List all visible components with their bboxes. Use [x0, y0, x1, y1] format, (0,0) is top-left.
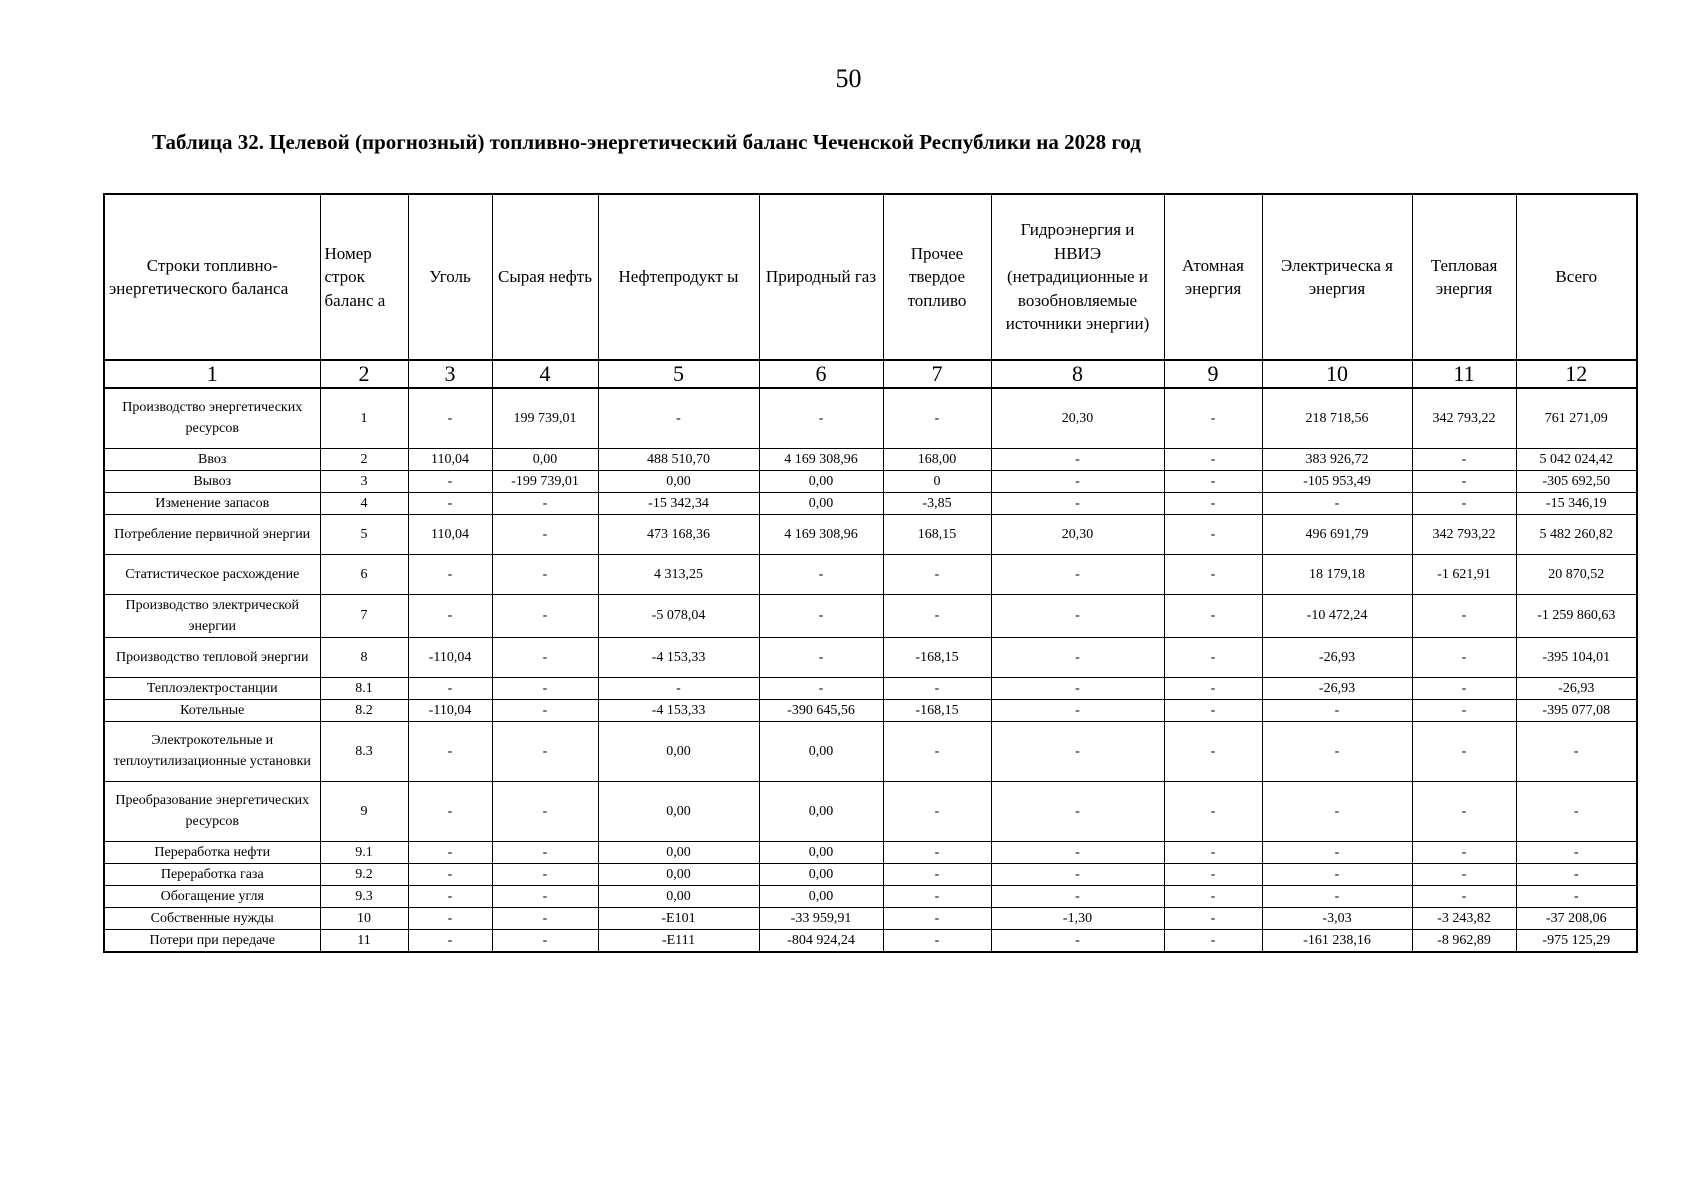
row-label: Преобразование энергетических ресурсов	[104, 781, 320, 841]
table-cell: 0,00	[759, 863, 883, 885]
table-cell: -1 259 860,63	[1516, 594, 1637, 637]
row-label: Изменение запасов	[104, 492, 320, 514]
table-cell: -	[1164, 721, 1262, 781]
table-cell: -	[1412, 885, 1516, 907]
table-cell: -	[883, 721, 991, 781]
table-cell: -	[1516, 841, 1637, 863]
table-cell: -26,93	[1516, 677, 1637, 699]
table-cell: -	[883, 554, 991, 594]
table-cell: -	[492, 699, 598, 721]
table-cell: 20,30	[991, 388, 1164, 448]
table-cell: -4 153,33	[598, 699, 759, 721]
row-number: 11	[320, 929, 408, 952]
table-cell: -	[991, 781, 1164, 841]
table-cell: 0,00	[598, 885, 759, 907]
row-number: 5	[320, 514, 408, 554]
table-title: Таблица 32. Целевой (прогнозный) топливно-энергетический баланс Чеченской Республики на 2028 год	[152, 130, 1141, 154]
table-cell: 20 870,52	[1516, 554, 1637, 594]
table-cell: -	[759, 677, 883, 699]
energy-balance-table	[103, 193, 1638, 953]
table-cell: -	[883, 781, 991, 841]
column-header: Гидроэнергия и НВИЭ (нетрадиционные и возобновляемые источники энергии)	[991, 194, 1164, 360]
table-cell: -26,93	[1262, 677, 1412, 699]
table-cell: -395 077,08	[1516, 699, 1637, 721]
column-number: 1	[104, 360, 320, 388]
table-cell: -	[1516, 885, 1637, 907]
table-cell: -	[408, 907, 492, 929]
table-cell: 0,00	[598, 863, 759, 885]
table-row	[104, 699, 1637, 721]
table-cell: -	[759, 637, 883, 677]
row-number: 9.1	[320, 841, 408, 863]
table-cell: -	[991, 554, 1164, 594]
table-row	[104, 514, 1637, 554]
row-label: Статистическое расхождение	[104, 554, 320, 594]
table-cell: -	[492, 885, 598, 907]
table-cell: -	[1412, 677, 1516, 699]
table-cell: -	[991, 885, 1164, 907]
table-cell: -	[1164, 594, 1262, 637]
row-label: Потери при передаче	[104, 929, 320, 952]
table-cell: -	[883, 841, 991, 863]
table-cell: -199 739,01	[492, 470, 598, 492]
row-number: 8.3	[320, 721, 408, 781]
table-cell: -	[598, 677, 759, 699]
table-row	[104, 885, 1637, 907]
table-cell: -	[408, 929, 492, 952]
table-cell: -	[408, 470, 492, 492]
column-number: 5	[598, 360, 759, 388]
table-cell: -	[1412, 841, 1516, 863]
table-cell: -168,15	[883, 699, 991, 721]
table-cell: -	[492, 721, 598, 781]
table-cell: -10 472,24	[1262, 594, 1412, 637]
table-row	[104, 863, 1637, 885]
table-cell: -	[1412, 699, 1516, 721]
table-cell: 473 168,36	[598, 514, 759, 554]
table-cell: -	[1516, 781, 1637, 841]
table-cell: 0,00	[492, 448, 598, 470]
table-cell: -	[1164, 699, 1262, 721]
table-cell: -	[883, 677, 991, 699]
table-row	[104, 721, 1637, 781]
header-row	[104, 194, 1637, 360]
table-cell: -	[1516, 721, 1637, 781]
table-cell: -	[1412, 470, 1516, 492]
row-number: 3	[320, 470, 408, 492]
table-cell: -	[1262, 863, 1412, 885]
row-label: Переработка нефти	[104, 841, 320, 863]
table-cell: -	[991, 637, 1164, 677]
table-cell: 0,00	[759, 492, 883, 514]
table-cell: -	[492, 514, 598, 554]
table-cell: 0,00	[598, 721, 759, 781]
table-row	[104, 388, 1637, 448]
table-cell: -	[1164, 781, 1262, 841]
table-cell: -	[883, 907, 991, 929]
table-cell: -	[1164, 470, 1262, 492]
table-cell: -5 078,04	[598, 594, 759, 637]
table-cell: -	[1164, 863, 1262, 885]
column-header: Тепловая энергия	[1412, 194, 1516, 360]
table-cell: -	[991, 863, 1164, 885]
table-row	[104, 492, 1637, 514]
row-label: Котельные	[104, 699, 320, 721]
table-cell: -	[1412, 492, 1516, 514]
table-row	[104, 448, 1637, 470]
table-cell: -	[991, 677, 1164, 699]
row-label: Переработка газа	[104, 863, 320, 885]
column-number: 6	[759, 360, 883, 388]
table-cell: -	[1164, 637, 1262, 677]
table-cell: -3 243,82	[1412, 907, 1516, 929]
table-cell: -	[598, 388, 759, 448]
table-cell: 342 793,22	[1412, 514, 1516, 554]
table-cell: -	[408, 388, 492, 448]
table-cell: -	[492, 492, 598, 514]
row-label: Вывоз	[104, 470, 320, 492]
row-number: 8.2	[320, 699, 408, 721]
table-cell: -	[1262, 781, 1412, 841]
table-cell: -	[408, 885, 492, 907]
table-row	[104, 929, 1637, 952]
table-cell: -	[1164, 514, 1262, 554]
column-header: Номер строк баланс а	[320, 194, 408, 360]
table-cell: -3,85	[883, 492, 991, 514]
table-cell: -	[1164, 448, 1262, 470]
row-label: Собственные нужды	[104, 907, 320, 929]
table-cell: -37 208,06	[1516, 907, 1637, 929]
table-cell: -	[492, 554, 598, 594]
table-row	[104, 637, 1637, 677]
table-row	[104, 781, 1637, 841]
table-cell: -	[492, 907, 598, 929]
table-cell: -E111	[598, 929, 759, 952]
table-cell: 761 271,09	[1516, 388, 1637, 448]
table-cell: -168,15	[883, 637, 991, 677]
column-number: 8	[991, 360, 1164, 388]
table-cell: -1 621,91	[1412, 554, 1516, 594]
table-cell: -	[1262, 699, 1412, 721]
column-header: Всего	[1516, 194, 1637, 360]
table-cell: -3,03	[1262, 907, 1412, 929]
table-cell: -	[1164, 885, 1262, 907]
row-number: 9.2	[320, 863, 408, 885]
table-cell: 0,00	[759, 841, 883, 863]
table-cell: -	[408, 863, 492, 885]
table-cell: -	[991, 448, 1164, 470]
table-cell: -161 238,16	[1262, 929, 1412, 952]
column-header: Уголь	[408, 194, 492, 360]
row-label: Производство электрической энергии	[104, 594, 320, 637]
table-cell: -	[759, 554, 883, 594]
table-cell: -4 153,33	[598, 637, 759, 677]
table-cell: 0,00	[598, 470, 759, 492]
column-number: 2	[320, 360, 408, 388]
column-header: Сырая нефть	[492, 194, 598, 360]
table-cell: 0,00	[759, 721, 883, 781]
table-row	[104, 470, 1637, 492]
row-label: Теплоэлектростанции	[104, 677, 320, 699]
table-row	[104, 907, 1637, 929]
table-cell: 110,04	[408, 514, 492, 554]
column-header: Природный газ	[759, 194, 883, 360]
table-cell: -E101	[598, 907, 759, 929]
row-number: 4	[320, 492, 408, 514]
column-number: 3	[408, 360, 492, 388]
row-number: 7	[320, 594, 408, 637]
table-cell: -	[408, 781, 492, 841]
column-number: 4	[492, 360, 598, 388]
row-number: 8	[320, 637, 408, 677]
column-header: Электрическа я энергия	[1262, 194, 1412, 360]
row-number: 10	[320, 907, 408, 929]
column-number: 7	[883, 360, 991, 388]
table-row	[104, 594, 1637, 637]
table-cell: -	[991, 594, 1164, 637]
row-label: Потребление первичной энергии	[104, 514, 320, 554]
table-cell: -15 346,19	[1516, 492, 1637, 514]
table-cell: -	[1164, 929, 1262, 952]
table-cell: -	[1412, 863, 1516, 885]
table-cell: -	[1412, 781, 1516, 841]
table-cell: 0,00	[598, 841, 759, 863]
table-cell: -	[492, 594, 598, 637]
table-cell: 4 313,25	[598, 554, 759, 594]
table-cell: 5 042 024,42	[1516, 448, 1637, 470]
row-label: Производство тепловой энергии	[104, 637, 320, 677]
table-cell: 5 482 260,82	[1516, 514, 1637, 554]
table-cell: -	[1262, 492, 1412, 514]
table-cell: -	[883, 863, 991, 885]
table-cell: -	[991, 699, 1164, 721]
table-cell: -	[492, 929, 598, 952]
table-cell: -	[1412, 594, 1516, 637]
table-cell: 168,15	[883, 514, 991, 554]
column-header: Нефтепродукт ы	[598, 194, 759, 360]
table-cell: -	[883, 929, 991, 952]
table-row	[104, 554, 1637, 594]
table-cell: -	[1164, 677, 1262, 699]
table-cell: -	[1164, 388, 1262, 448]
column-number: 10	[1262, 360, 1412, 388]
row-label: Ввоз	[104, 448, 320, 470]
table-cell: -15 342,34	[598, 492, 759, 514]
table-cell: -26,93	[1262, 637, 1412, 677]
row-label: Производство энергетических ресурсов	[104, 388, 320, 448]
table-cell: 18 179,18	[1262, 554, 1412, 594]
table-cell: 0,00	[598, 781, 759, 841]
table-cell: 496 691,79	[1262, 514, 1412, 554]
column-number: 11	[1412, 360, 1516, 388]
table-cell: -804 924,24	[759, 929, 883, 952]
page-number: 50	[835, 64, 862, 93]
table-cell: -	[759, 388, 883, 448]
table-cell: -	[492, 637, 598, 677]
table-row	[104, 677, 1637, 699]
table-cell: -105 953,49	[1262, 470, 1412, 492]
table-cell: -	[408, 554, 492, 594]
table-cell: -	[408, 492, 492, 514]
table-cell: -	[1412, 637, 1516, 677]
table-cell: -	[759, 594, 883, 637]
column-number: 12	[1516, 360, 1637, 388]
table-cell: 488 510,70	[598, 448, 759, 470]
table-cell: -	[408, 677, 492, 699]
table-cell: -8 962,89	[1412, 929, 1516, 952]
table-row	[104, 841, 1637, 863]
table-cell: 342 793,22	[1412, 388, 1516, 448]
column-number: 9	[1164, 360, 1262, 388]
column-header: Атомная энергия	[1164, 194, 1262, 360]
table-cell: -	[1516, 863, 1637, 885]
column-header: Строки топливно-энергетического баланса	[104, 194, 320, 360]
table-cell: -	[1262, 885, 1412, 907]
table-cell: -	[1164, 841, 1262, 863]
table-cell: -	[492, 841, 598, 863]
table-cell: -975 125,29	[1516, 929, 1637, 952]
table-cell: -110,04	[408, 699, 492, 721]
table-cell: 218 718,56	[1262, 388, 1412, 448]
table-cell: -	[1262, 721, 1412, 781]
table-cell: -	[408, 594, 492, 637]
table-cell: 0,00	[759, 470, 883, 492]
table-cell: -390 645,56	[759, 699, 883, 721]
table-cell: 199 739,01	[492, 388, 598, 448]
table-cell: -305 692,50	[1516, 470, 1637, 492]
table-body	[104, 388, 1637, 952]
table-cell: -	[1164, 907, 1262, 929]
column-header: Прочее твердое топливо	[883, 194, 991, 360]
table-cell: -	[883, 885, 991, 907]
table-cell: -395 104,01	[1516, 637, 1637, 677]
table-cell: 383 926,72	[1262, 448, 1412, 470]
row-number: 2	[320, 448, 408, 470]
row-label: Электрокотельные и теплоутилизационные установки	[104, 721, 320, 781]
table-cell: 0,00	[759, 781, 883, 841]
row-number: 8.1	[320, 677, 408, 699]
table-cell: 4 169 308,96	[759, 514, 883, 554]
table-cell: -	[1262, 841, 1412, 863]
table-cell: -	[991, 721, 1164, 781]
table-cell: -	[991, 841, 1164, 863]
table-cell: 0	[883, 470, 991, 492]
table-cell: -	[883, 594, 991, 637]
table-cell: -33 959,91	[759, 907, 883, 929]
table-cell: -	[883, 388, 991, 448]
table-cell: 20,30	[991, 514, 1164, 554]
table-cell: 168,00	[883, 448, 991, 470]
table-cell: 4 169 308,96	[759, 448, 883, 470]
table-cell: -	[1412, 448, 1516, 470]
table-cell: 110,04	[408, 448, 492, 470]
row-number: 9	[320, 781, 408, 841]
table-cell: -1,30	[991, 907, 1164, 929]
column-number-row	[104, 360, 1637, 388]
row-number: 1	[320, 388, 408, 448]
table-cell: -	[991, 492, 1164, 514]
table-cell: -	[408, 721, 492, 781]
table-cell: -	[1164, 554, 1262, 594]
table-cell: -	[492, 863, 598, 885]
table-cell: -	[408, 841, 492, 863]
table-cell: -	[492, 677, 598, 699]
row-label: Обогащение угля	[104, 885, 320, 907]
table-cell: -110,04	[408, 637, 492, 677]
row-number: 9.3	[320, 885, 408, 907]
table-cell: -	[1164, 492, 1262, 514]
table-cell: -	[1412, 721, 1516, 781]
table-cell: 0,00	[759, 885, 883, 907]
table-cell: -	[991, 470, 1164, 492]
row-number: 6	[320, 554, 408, 594]
table-cell: -	[492, 781, 598, 841]
table-cell: -	[991, 929, 1164, 952]
